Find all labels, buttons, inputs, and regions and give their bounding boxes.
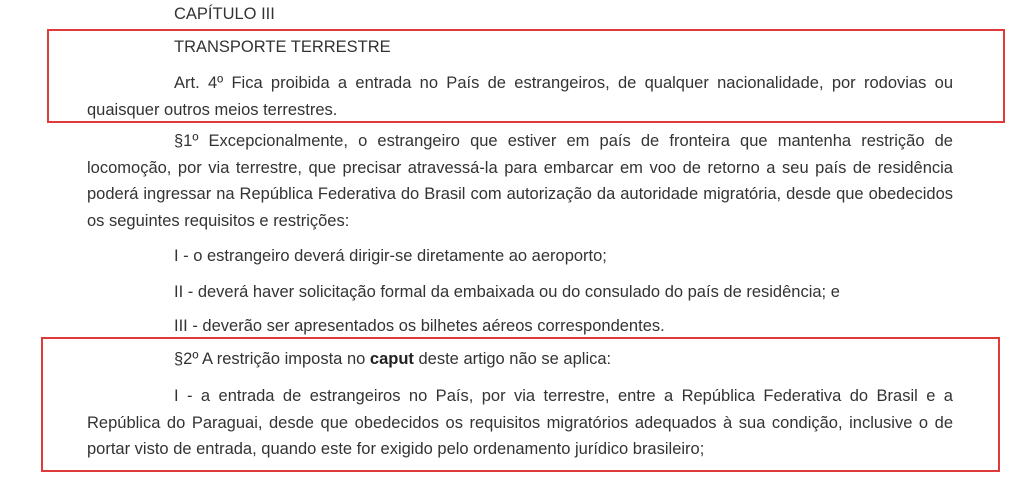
section-heading: TRANSPORTE TERRESTRE (174, 38, 391, 56)
item-i-block (87, 243, 953, 270)
paragraph-1-block (87, 128, 953, 234)
chapter-heading: CAPÍTULO III (174, 5, 275, 23)
chapter-heading-block (87, 1, 953, 28)
item-i: I - o estrangeiro deverá dirigir-se diretamente ao aeroporto; (174, 247, 607, 265)
paragraph-2-caput: caput (369, 350, 414, 368)
section-heading-block (87, 34, 953, 61)
item-iii: III - deverão ser apresentados os bilhetes aéreos correspondentes. (174, 317, 665, 335)
paragraph-2 (87, 346, 953, 373)
paragraph-2-block (87, 346, 953, 373)
item-ii-block (87, 279, 953, 306)
paragraph-1: §1º Excepcionalmente, o estrangeiro que estiver em país de fronteira que mantenha restrição de locomoção, por via terrestre, que precisar atravessá-la para embarcar em voo de retorno a seu país de residência poderá ingressar na República Federativa do Brasil com autorização da autoridade migratória, desde que obedecidos os seguintes requisitos e restrições: (87, 132, 953, 230)
paragraph-2-suffix: deste artigo não se aplica: (413, 350, 612, 368)
item-ii: II - deverá haver solicitação formal da embaixada ou do consulado do país de residência; e (174, 283, 840, 301)
article-4: Art. 4º Fica proibida a entrada no País de estrangeiros, de qualquer nacionalidade, por rodovias ou quaisquer outros meios terrestres. (87, 74, 953, 119)
article-4-block (87, 70, 953, 123)
paragraph-2-item-i-block (87, 383, 953, 463)
item-iii-block (87, 313, 953, 340)
paragraph-2-item-i: I - a entrada de estrangeiros no País, por via terrestre, entre a República Federativa do Brasil e a República do Paraguai, desde que obedecidos os requisitos migratórios adequados à sua condição, inclusive o de portar visto de entrada, quando este for exigido pelo ordenamento jurídico brasileiro; (87, 387, 953, 458)
paragraph-2-prefix: §2º A restrição imposta no (174, 350, 370, 368)
